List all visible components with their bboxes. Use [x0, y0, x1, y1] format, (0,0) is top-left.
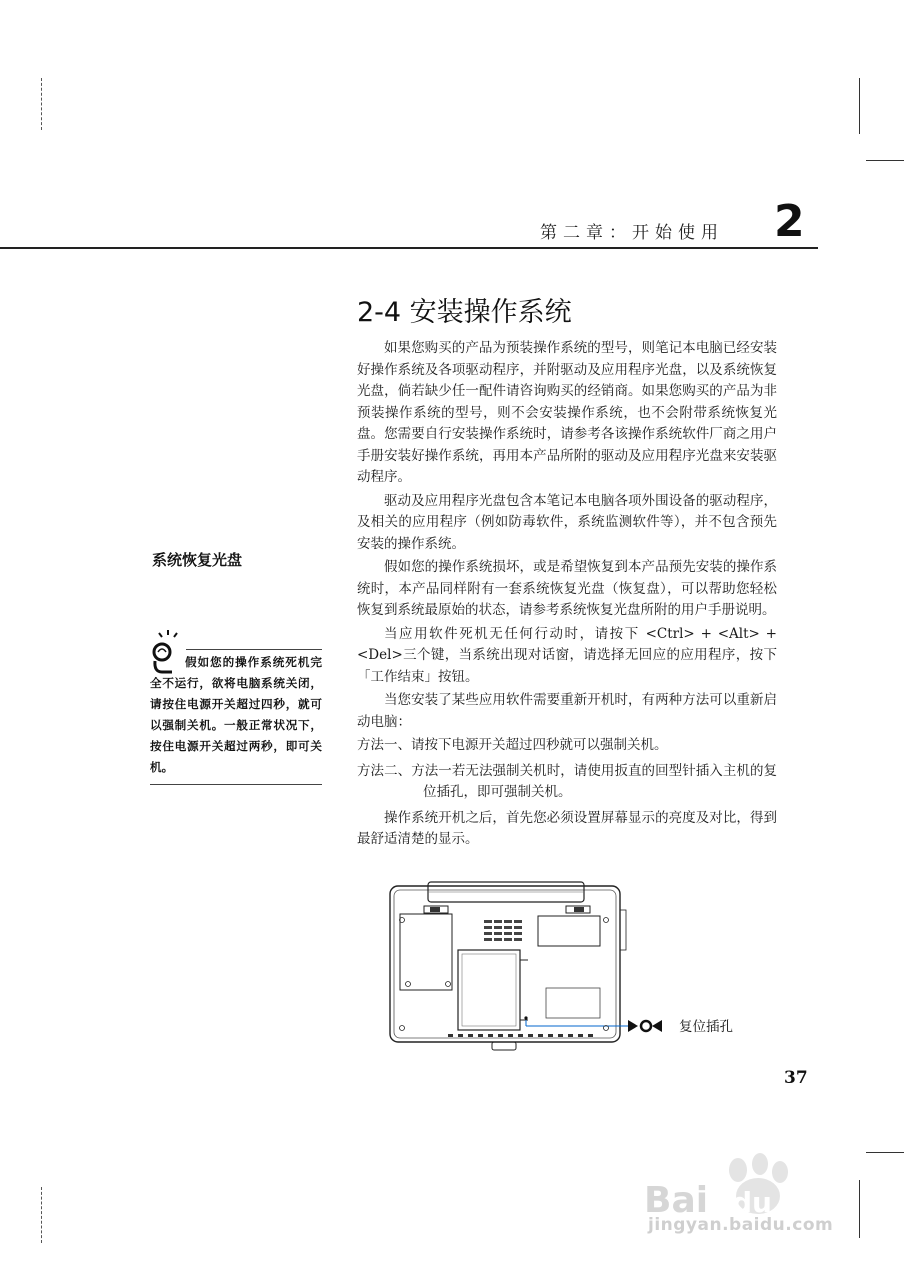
page-number: 37 — [784, 1068, 808, 1088]
chapter-title: 第二章：开始使用 — [540, 223, 724, 243]
method-two: 方法二、方法一若无法强制关机时，请使用扳直的回型针插入主机的复位插孔，即可强制关机。 — [357, 762, 777, 800]
body-text — [357, 338, 777, 853]
crop-mark-top-right-h — [866, 160, 904, 161]
reset-hole-label: 复位插孔 — [679, 1019, 733, 1035]
paragraph: 当您安装了某些应用软件需要重新开机时，有两种方法可以重新启动电脑： — [357, 692, 777, 730]
sidebar-heading: 系统恢复光盘 — [152, 551, 243, 569]
paragraph: 当应用软件死机无任何行动时，请按下 <Ctrl> + <Alt> + <Del>三个键，当系统出现对话窗，请选择无回应的应用程序，按下「工作结束」按钮。 — [357, 625, 777, 685]
tip-top-rule — [186, 649, 322, 650]
svg-text:du: du — [732, 1186, 772, 1219]
paragraph: 假如您的操作系统损坏，或是希望恢复到本产品预先安装的操作系统时，本产品同样附有一套系统恢复光盘（恢复盘），可以帮助您轻松恢复到系统最原始的状态，请参考系统恢复光盘所附的用户手册说明。 — [357, 559, 777, 618]
chapter-rule — [0, 247, 818, 249]
crop-mark-bottom-right-h — [866, 1152, 904, 1153]
reset-hole-icon — [628, 1018, 668, 1034]
section-title: 2-4 安装操作系统 — [357, 297, 572, 328]
crop-mark-bottom-left — [41, 1187, 42, 1243]
svg-text:Bai: Bai — [644, 1180, 709, 1221]
crop-mark-top-left — [41, 78, 42, 130]
watermark-url: jingyan.baidu.com — [648, 1215, 834, 1235]
paragraph: 如果您购买的产品为预装操作系统的型号，则笔记本电脑已经安装好操作系统及各项驱动程序，并附驱动及应用程序光盘，以及系统恢复光盘，倘若缺少任一配件请咨询购买的经销商。如果您购买的产品为非预装操作系统的型号，则不会安装操作系统，也不会附带系统恢复光盘。您需要自行安装操作系统时，请参考各该操作系统软件厂商之用户手册安装好操作系统，再用本产品所附的驱动及应用程序光盘来安装驱动程序。 — [357, 340, 777, 485]
crop-mark-top-right — [859, 78, 860, 134]
laptop-bottom-diagram — [388, 880, 628, 1060]
paragraph: 驱动及应用程序光盘包含本笔记本电脑各项外围设备的驱动程序，及相关的应用程序（例如防毒软件，系统监测软件等），并不包含预先安装的操作系统。 — [357, 492, 777, 552]
closing-paragraph: 操作系统开机之后，首先您必须设置屏幕显示的亮度及对比，得到最舒适清楚的显示。 — [357, 809, 777, 847]
tip-text-content: 假如您的操作系统死机完全不运行，欲将电脑系统关闭，请按住电源开关超过四秒，就可以强制关机。一般正常状况下，按住电源开关超过两秒，即可关机。 — [150, 655, 322, 774]
chapter-number: 2 — [774, 196, 805, 247]
tip-text — [150, 652, 322, 778]
method-one: 方法一、请按下电源开关超过四秒就可以强制关机。 — [357, 737, 668, 753]
crop-mark-bottom-right — [859, 1180, 860, 1238]
tip-bottom-rule — [150, 784, 322, 785]
